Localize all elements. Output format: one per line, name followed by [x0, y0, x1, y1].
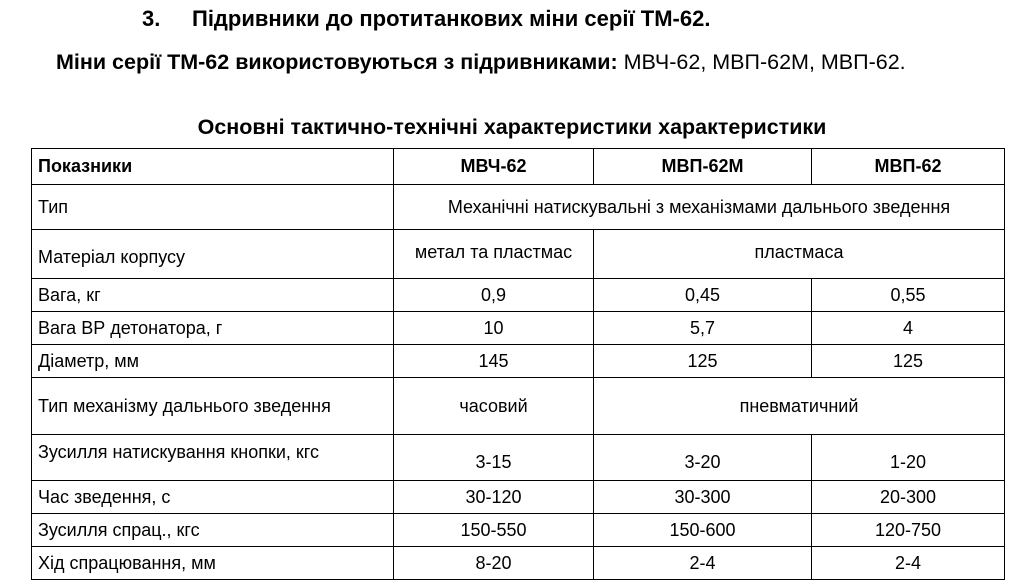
header-mvch-62: МВЧ-62 — [394, 149, 594, 185]
cell-weight-mvp-62: 0,55 — [812, 279, 1005, 312]
cell-diameter-mvp-62m: 125 — [594, 345, 812, 378]
material-mvp-text: пластмаса — [754, 241, 844, 262]
cell-press-force-mvp-62 — [812, 435, 1005, 481]
row-label-weight: Вага, кг — [32, 279, 394, 312]
press-force-mvch-text: 3-15 — [475, 452, 512, 472]
cell-trigger-force-mvp-62: 120-750 — [812, 514, 1005, 547]
table-row — [32, 378, 1005, 435]
section-heading — [142, 6, 710, 32]
table-row — [32, 481, 1005, 514]
section-title: Підривники до протитанкових міни серії ТМ-62. — [192, 6, 711, 31]
row-label-det-weight: Вага ВР детонатора, г — [32, 312, 394, 345]
cell-det-weight-mvch-62: 10 — [394, 312, 594, 345]
row-label-material — [32, 230, 394, 279]
cell-weight-mvp-62m: 0,45 — [594, 279, 812, 312]
table-row — [32, 230, 1005, 279]
cell-material-mvch — [394, 230, 594, 279]
table-header-row — [32, 149, 1005, 185]
cell-press-force-mvp-62m — [594, 435, 812, 481]
header-indicators: Показники — [32, 149, 394, 185]
table-title: Основні тактично-технічні характеристики характеристики — [197, 115, 827, 139]
header-mvp-62: МВП-62 — [812, 149, 1005, 185]
cell-arm-time-mvp-62m: 30-300 — [594, 481, 812, 514]
row-label-arm-time: Час зведення, с — [32, 481, 394, 514]
intro-paragraph — [20, 48, 1005, 76]
table-row — [32, 547, 1005, 580]
press-force-label-text: Зусилля натискування кнопки, кгс — [38, 442, 319, 462]
specs-table — [31, 148, 1005, 580]
cell-weight-mvch-62: 0,9 — [394, 279, 594, 312]
row-label-mechanism — [32, 378, 394, 435]
row-label-type: Тип — [32, 185, 394, 230]
cell-arm-time-mvp-62: 20-300 — [812, 481, 1005, 514]
row-label-trigger-force: Зусилля спрац., кгс — [32, 514, 394, 547]
table-row — [32, 312, 1005, 345]
table-row — [32, 345, 1005, 378]
table-row — [32, 185, 1005, 230]
table-row — [32, 514, 1005, 547]
table-row — [32, 279, 1005, 312]
cell-det-weight-mvp-62m: 5,7 — [594, 312, 812, 345]
cell-travel-mvp-62: 2-4 — [812, 547, 1005, 580]
row-label-travel: Хід спрацювання, мм — [32, 547, 394, 580]
cell-det-weight-mvp-62: 4 — [812, 312, 1005, 345]
mechanism-label-text: Тип механізму дальнього зведення — [38, 396, 331, 416]
cell-trigger-force-mvp-62m: 150-600 — [594, 514, 812, 547]
cell-mechanism-mvp: пневматичний — [594, 378, 1005, 435]
cell-material-mvp — [594, 230, 1005, 279]
cell-arm-time-mvch-62: 30-120 — [394, 481, 594, 514]
cell-type-value: Механічні натискувальні з механізмами дальнього зведення — [394, 185, 1005, 230]
material-label-text: Матеріал корпусу — [38, 246, 186, 267]
press-force-mvp62-text: 1-20 — [889, 452, 927, 472]
intro-lead: Міни серії ТМ-62 використовуються з підривниками: — [56, 50, 618, 74]
section-number: 3. — [142, 6, 161, 31]
cell-travel-mvch-62: 8-20 — [394, 547, 594, 580]
row-label-press-force — [32, 435, 394, 481]
cell-travel-mvp-62m: 2-4 — [594, 547, 812, 580]
cell-diameter-mvp-62: 125 — [812, 345, 1005, 378]
intro-fuze-list: МВЧ-62, МВП-62М, МВП-62. — [617, 50, 906, 74]
table-row — [32, 435, 1005, 481]
cell-press-force-mvch-62 — [394, 435, 594, 481]
cell-diameter-mvch-62: 145 — [394, 345, 594, 378]
header-mvp-62m: МВП-62М — [594, 149, 812, 185]
cell-trigger-force-mvch-62: 150-550 — [394, 514, 594, 547]
material-mvch-text: метал та пластмас — [414, 241, 573, 262]
press-force-mvp62m-text: 3-20 — [684, 452, 721, 472]
row-label-diameter: Діаметр, мм — [32, 345, 394, 378]
cell-mechanism-mvch: часовий — [394, 378, 594, 435]
